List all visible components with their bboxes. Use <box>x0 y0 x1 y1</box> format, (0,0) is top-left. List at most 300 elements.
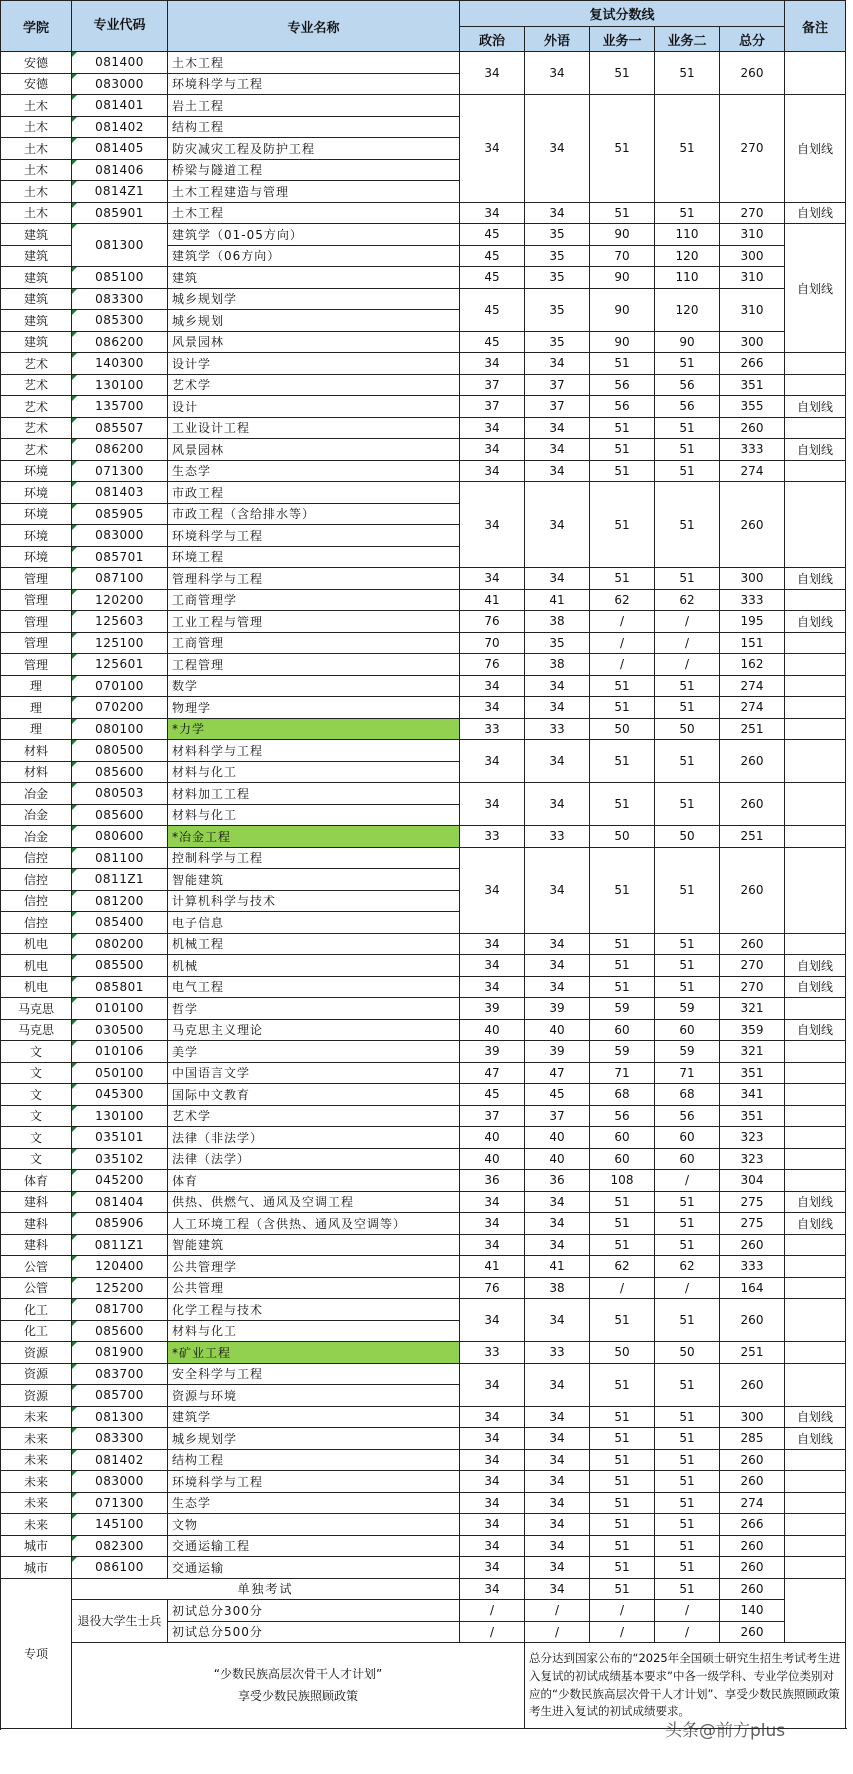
note-cell <box>785 1471 846 1493</box>
college-cell: 未来 <box>1 1471 72 1493</box>
score-cell: 45 <box>460 224 525 246</box>
major-name-cell: 生态学 <box>168 460 460 482</box>
score-cell: 34 <box>525 417 590 439</box>
note-cell <box>785 718 846 740</box>
score-cell: 35 <box>525 245 590 267</box>
score-cell: / <box>655 611 720 633</box>
score-cell: 34 <box>525 955 590 977</box>
score-cell: 34 <box>460 202 525 224</box>
score-cell: 37 <box>460 396 525 418</box>
score-cell: 56 <box>590 374 655 396</box>
score-cell: 34 <box>525 1492 590 1514</box>
table-row <box>1 1406 846 1428</box>
veteran-score: / <box>655 1621 720 1643</box>
score-cell: 359 <box>720 1019 785 1041</box>
score-cell: 60 <box>655 1019 720 1041</box>
score-cell: 41 <box>525 1256 590 1278</box>
college-cell: 土木 <box>1 181 72 203</box>
college-cell: 机电 <box>1 976 72 998</box>
major-name-cell: 资源与环境 <box>168 1385 460 1407</box>
college-cell: 公管 <box>1 1256 72 1278</box>
college-cell: 土木 <box>1 95 72 117</box>
single-exam-score: 51 <box>655 1578 720 1600</box>
note-cell: 自划线 <box>785 1428 846 1450</box>
score-cell: 34 <box>460 955 525 977</box>
score-cell: 151 <box>720 632 785 654</box>
table-row <box>1 1535 846 1557</box>
score-cell: 33 <box>525 1342 590 1364</box>
score-cell: 47 <box>460 1062 525 1084</box>
major-name-cell: 电子信息 <box>168 912 460 934</box>
score-cell: 34 <box>460 933 525 955</box>
score-cell: 34 <box>525 933 590 955</box>
college-cell: 资源 <box>1 1342 72 1364</box>
score-cell: 51 <box>590 417 655 439</box>
score-cell: 39 <box>460 998 525 1020</box>
score-cell: 270 <box>720 955 785 977</box>
college-cell: 文 <box>1 1041 72 1063</box>
note-cell <box>785 1170 846 1192</box>
score-cell: 90 <box>655 331 720 353</box>
score-cell: 34 <box>460 740 525 783</box>
table-row <box>1 1062 846 1084</box>
major-name-cell: 环境工程 <box>168 546 460 568</box>
major-name-cell: 文物 <box>168 1514 460 1536</box>
major-name-cell: 公共管理 <box>168 1277 460 1299</box>
table-row <box>1 1191 846 1213</box>
note-cell: 自划线 <box>785 611 846 633</box>
score-cell: 50 <box>590 718 655 740</box>
score-cell: 34 <box>525 1191 590 1213</box>
college-cell: 冶金 <box>1 783 72 805</box>
score-cell: 71 <box>655 1062 720 1084</box>
major-name-cell: 土木工程建造与管理 <box>168 181 460 203</box>
table-row <box>1 1299 846 1321</box>
score-cell: 51 <box>655 568 720 590</box>
major-code-cell: 081700 <box>72 1299 168 1321</box>
veteran-score: / <box>460 1621 525 1643</box>
score-cell: 260 <box>720 933 785 955</box>
score-cell: 321 <box>720 1041 785 1063</box>
score-cell: 37 <box>525 396 590 418</box>
score-cell: 274 <box>720 1492 785 1514</box>
major-name-cell: 岩土工程 <box>168 95 460 117</box>
note-cell <box>785 654 846 676</box>
score-cell: 51 <box>590 1191 655 1213</box>
veteran-score: 260 <box>720 1621 785 1643</box>
major-code-cell: 035102 <box>72 1148 168 1170</box>
score-cell: 351 <box>720 1105 785 1127</box>
college-cell: 管理 <box>1 568 72 590</box>
score-cell: 260 <box>720 1299 785 1342</box>
major-code-cell: 085100 <box>72 267 168 289</box>
score-cell: 37 <box>460 374 525 396</box>
veteran-score: / <box>590 1621 655 1643</box>
score-cell: 34 <box>460 1514 525 1536</box>
score-cell: 321 <box>720 998 785 1020</box>
major-name-cell: 环境科学与工程 <box>168 73 460 95</box>
header-code-text: 专业代码 <box>93 17 146 33</box>
college-cell: 未来 <box>1 1492 72 1514</box>
score-cell: 35 <box>525 224 590 246</box>
college-cell: 化工 <box>1 1299 72 1321</box>
score-cell: 50 <box>590 1342 655 1364</box>
table-row <box>1 1514 846 1536</box>
score-cell: 51 <box>590 933 655 955</box>
major-code-cell: 081406 <box>72 159 168 181</box>
major-name-cell: 物理学 <box>168 697 460 719</box>
table-row <box>1 1363 846 1385</box>
score-cell: 40 <box>460 1127 525 1149</box>
score-cell: 34 <box>525 52 590 95</box>
major-code-cell: 085600 <box>72 761 168 783</box>
score-cell: 56 <box>655 396 720 418</box>
major-name-cell: 设计学 <box>168 353 460 375</box>
score-cell: 60 <box>655 1148 720 1170</box>
college-cell: 环境 <box>1 460 72 482</box>
major-code-cell: 086200 <box>72 439 168 461</box>
header-college: 学院 <box>1 1 72 52</box>
college-cell: 信控 <box>1 912 72 934</box>
major-name-cell: 控制科学与工程 <box>168 847 460 869</box>
score-cell: 34 <box>460 1492 525 1514</box>
score-cell: 59 <box>655 1041 720 1063</box>
major-name-cell: 城乡规划 <box>168 310 460 332</box>
table-row <box>1 976 846 998</box>
score-cell: 120 <box>655 288 720 331</box>
score-cell: 76 <box>460 1277 525 1299</box>
college-cell: 材料 <box>1 761 72 783</box>
table-row <box>1 589 846 611</box>
veteran-score: / <box>460 1600 525 1622</box>
score-cell: 35 <box>525 331 590 353</box>
college-cell: 建科 <box>1 1191 72 1213</box>
score-cell: 59 <box>655 998 720 1020</box>
major-code-cell: 080500 <box>72 740 168 762</box>
college-cell: 管理 <box>1 589 72 611</box>
note-cell <box>785 1062 846 1084</box>
score-cell: 51 <box>590 783 655 826</box>
note-cell <box>785 353 846 375</box>
single-exam-score: 260 <box>720 1578 785 1600</box>
score-cell: 51 <box>590 1213 655 1235</box>
table-row <box>1 1277 846 1299</box>
college-cell: 艺术 <box>1 439 72 461</box>
score-cell: 50 <box>655 826 720 848</box>
major-name-cell: 防灾减灾工程及防护工程 <box>168 138 460 160</box>
college-cell: 环境 <box>1 525 72 547</box>
score-cell: 34 <box>460 675 525 697</box>
major-code-cell: 081100 <box>72 847 168 869</box>
major-code-cell: 083300 <box>72 288 168 310</box>
major-code-cell: 083000 <box>72 525 168 547</box>
score-cell: 70 <box>590 245 655 267</box>
table-row <box>1 482 846 504</box>
major-code-cell: 080600 <box>72 826 168 848</box>
score-cell: 34 <box>460 95 525 203</box>
note-cell <box>785 1514 846 1536</box>
score-cell: 300 <box>720 331 785 353</box>
note-cell <box>785 374 846 396</box>
note-cell: 自划线 <box>785 1019 846 1041</box>
note-cell: 自划线 <box>785 568 846 590</box>
score-cell: 51 <box>590 1449 655 1471</box>
major-code-cell: 120200 <box>72 589 168 611</box>
major-code-cell: 081200 <box>72 890 168 912</box>
note-cell <box>785 1148 846 1170</box>
major-name-cell: 智能建筑 <box>168 869 460 891</box>
college-cell: 冶金 <box>1 804 72 826</box>
major-name-cell: 材料加工工程 <box>168 783 460 805</box>
veteran-score: / <box>525 1600 590 1622</box>
score-cell: 90 <box>590 288 655 331</box>
table-body <box>1 52 846 1579</box>
score-cell: 40 <box>460 1019 525 1041</box>
college-cell: 未来 <box>1 1449 72 1471</box>
major-code-cell: 085700 <box>72 1385 168 1407</box>
score-cell: / <box>590 632 655 654</box>
score-cell: 34 <box>460 52 525 95</box>
major-name-cell: 中国语言文学 <box>168 1062 460 1084</box>
score-cell: 62 <box>655 589 720 611</box>
note-cell <box>785 52 846 95</box>
college-cell: 管理 <box>1 632 72 654</box>
score-cell: 45 <box>460 288 525 331</box>
score-cell: 300 <box>720 245 785 267</box>
college-cell: 城市 <box>1 1535 72 1557</box>
header-subject-course1: 业务一 <box>590 27 655 52</box>
major-code-cell: 010100 <box>72 998 168 1020</box>
score-cell: 310 <box>720 288 785 331</box>
college-cell: 土木 <box>1 116 72 138</box>
score-cell: 51 <box>655 353 720 375</box>
note-cell <box>785 1535 846 1557</box>
table-row <box>1 460 846 482</box>
score-cell: 34 <box>460 353 525 375</box>
major-code-cell: 081404 <box>72 1191 168 1213</box>
score-cell: 51 <box>655 697 720 719</box>
score-cell: 47 <box>525 1062 590 1084</box>
score-cell: / <box>590 1277 655 1299</box>
college-cell: 建筑 <box>1 267 72 289</box>
major-code-cell: 085701 <box>72 546 168 568</box>
watermark: 头条@前方plus <box>665 1721 786 1741</box>
major-code-cell: 085801 <box>72 976 168 998</box>
score-cell: 341 <box>720 1084 785 1106</box>
score-cell: 34 <box>525 675 590 697</box>
major-name-cell: 机械 <box>168 955 460 977</box>
table-row <box>1 740 846 762</box>
minority-plan-label <box>72 1643 525 1729</box>
score-cell: 51 <box>655 482 720 568</box>
major-name-cell: 风景园林 <box>168 331 460 353</box>
score-cell: 34 <box>460 783 525 826</box>
note-cell <box>785 1256 846 1278</box>
score-cell: 51 <box>655 955 720 977</box>
college-cell: 管理 <box>1 611 72 633</box>
table-row <box>1 1019 846 1041</box>
major-code-cell: 125603 <box>72 611 168 633</box>
score-cell: 110 <box>655 267 720 289</box>
college-cell: 建科 <box>1 1234 72 1256</box>
note-cell <box>785 1127 846 1149</box>
score-cell: 62 <box>590 1256 655 1278</box>
college-cell: 艺术 <box>1 353 72 375</box>
score-cell: 34 <box>460 1428 525 1450</box>
major-code-cell: 125100 <box>72 632 168 654</box>
score-cell: 37 <box>525 374 590 396</box>
major-code-cell: 085906 <box>72 1213 168 1235</box>
score-cell: 34 <box>525 1299 590 1342</box>
score-cell: 51 <box>590 439 655 461</box>
major-code-cell: 081403 <box>72 482 168 504</box>
table-row <box>1 1256 846 1278</box>
score-cell: 34 <box>460 460 525 482</box>
major-code-cell: 080100 <box>72 718 168 740</box>
major-name-cell: 计算机科学与技术 <box>168 890 460 912</box>
college-cell: 马克思 <box>1 998 72 1020</box>
score-cell: 51 <box>655 976 720 998</box>
major-name-cell: 管理科学与工程 <box>168 568 460 590</box>
table-row <box>1 933 846 955</box>
major-name-cell: 桥梁与隧道工程 <box>168 159 460 181</box>
score-cell: 34 <box>525 1535 590 1557</box>
college-cell: 理 <box>1 697 72 719</box>
college-cell: 马克思 <box>1 1019 72 1041</box>
major-code-cell: 083000 <box>72 1471 168 1493</box>
major-code-cell: 081401 <box>72 95 168 117</box>
table-row <box>1 632 846 654</box>
major-name-cell: 市政工程（含给排水等） <box>168 503 460 525</box>
score-cell: 34 <box>525 976 590 998</box>
college-cell: 未来 <box>1 1406 72 1428</box>
major-name-cell: 生态学 <box>168 1492 460 1514</box>
table-row <box>1 1213 846 1235</box>
score-cell: 40 <box>525 1127 590 1149</box>
note-cell: 自划线 <box>785 976 846 998</box>
major-name-cell: 材料与化工 <box>168 1320 460 1342</box>
score-cell: 33 <box>525 826 590 848</box>
score-cell: 62 <box>590 589 655 611</box>
major-name-cell: 环境科学与工程 <box>168 525 460 547</box>
major-code-cell: 085300 <box>72 310 168 332</box>
score-cell: 274 <box>720 697 785 719</box>
table-row <box>1 1234 846 1256</box>
college-cell: 体育 <box>1 1170 72 1192</box>
score-cell: 162 <box>720 654 785 676</box>
note-cell <box>785 783 846 826</box>
score-cell: 351 <box>720 374 785 396</box>
score-cell: 36 <box>525 1170 590 1192</box>
major-code-cell: 045200 <box>72 1170 168 1192</box>
major-name-cell: 智能建筑 <box>168 1234 460 1256</box>
major-name-cell: 工程管理 <box>168 654 460 676</box>
score-cell: 34 <box>525 697 590 719</box>
note-cell <box>785 1449 846 1471</box>
major-code-cell: 070200 <box>72 697 168 719</box>
score-cell: 34 <box>460 847 525 933</box>
college-cell: 建筑 <box>1 245 72 267</box>
score-cell: 33 <box>525 718 590 740</box>
score-cell: 275 <box>720 1213 785 1235</box>
score-cell: 34 <box>460 1299 525 1342</box>
note-cell: 自划线 <box>785 95 846 203</box>
major-name-cell: *矿业工程 <box>168 1342 460 1364</box>
college-cell: 文 <box>1 1127 72 1149</box>
score-cell: 51 <box>590 1234 655 1256</box>
college-cell: 建科 <box>1 1213 72 1235</box>
score-cell: 34 <box>525 1213 590 1235</box>
note-cell <box>785 1299 846 1342</box>
score-cell: 38 <box>525 611 590 633</box>
table-row <box>1 568 846 590</box>
major-code-cell: 125200 <box>72 1277 168 1299</box>
note-cell: 自划线 <box>785 224 846 353</box>
score-cell: 51 <box>590 976 655 998</box>
single-exam-label: 单独考试 <box>72 1578 460 1600</box>
table-row <box>1 374 846 396</box>
header-subject-total: 总分 <box>720 27 785 52</box>
major-name-cell: 艺术学 <box>168 1105 460 1127</box>
college-cell: 建筑 <box>1 331 72 353</box>
college-cell: 环境 <box>1 482 72 504</box>
major-code-cell: 087100 <box>72 568 168 590</box>
veteran-row-500-name: 初试总分500分 <box>168 1621 460 1643</box>
college-cell: 建筑 <box>1 310 72 332</box>
table-row <box>1 202 846 224</box>
major-name-cell: 供热、供燃气、通风及空调工程 <box>168 1191 460 1213</box>
score-cell: 51 <box>655 847 720 933</box>
major-code-cell: 081300 <box>72 1406 168 1428</box>
major-code-cell: 081400 <box>72 52 168 74</box>
score-cell: 51 <box>655 1234 720 1256</box>
score-cell: 34 <box>460 1234 525 1256</box>
score-cell: 50 <box>590 826 655 848</box>
score-cell: 51 <box>590 1406 655 1428</box>
score-cell: 266 <box>720 353 785 375</box>
score-cell: 34 <box>460 1363 525 1406</box>
score-cell: 300 <box>720 1406 785 1428</box>
score-cell: 59 <box>590 998 655 1020</box>
major-name-cell: 风景园林 <box>168 439 460 461</box>
note-cell: 自划线 <box>785 396 846 418</box>
major-name-cell: 材料科学与工程 <box>168 740 460 762</box>
note-cell <box>785 482 846 568</box>
major-name-cell: *冶金工程 <box>168 826 460 848</box>
score-cell: 71 <box>590 1062 655 1084</box>
college-cell: 环境 <box>1 503 72 525</box>
table-row <box>1 417 846 439</box>
score-cell: 34 <box>525 1234 590 1256</box>
college-cell: 公管 <box>1 1277 72 1299</box>
major-name-cell: 电气工程 <box>168 976 460 998</box>
note-cell <box>785 417 846 439</box>
score-cell: 304 <box>720 1170 785 1192</box>
score-cell: 41 <box>460 1256 525 1278</box>
major-code-cell: 085600 <box>72 1320 168 1342</box>
major-code-cell: 071300 <box>72 460 168 482</box>
major-name-cell: 工业工程与管理 <box>168 611 460 633</box>
college-cell: 安德 <box>1 73 72 95</box>
score-cell: 50 <box>655 718 720 740</box>
major-name-cell: 化学工程与技术 <box>168 1299 460 1321</box>
table-row <box>1 1127 846 1149</box>
score-cell: 355 <box>720 396 785 418</box>
major-name-cell: 哲学 <box>168 998 460 1020</box>
score-cell: 310 <box>720 224 785 246</box>
table-row <box>1 783 846 805</box>
score-cell: 260 <box>720 1234 785 1256</box>
